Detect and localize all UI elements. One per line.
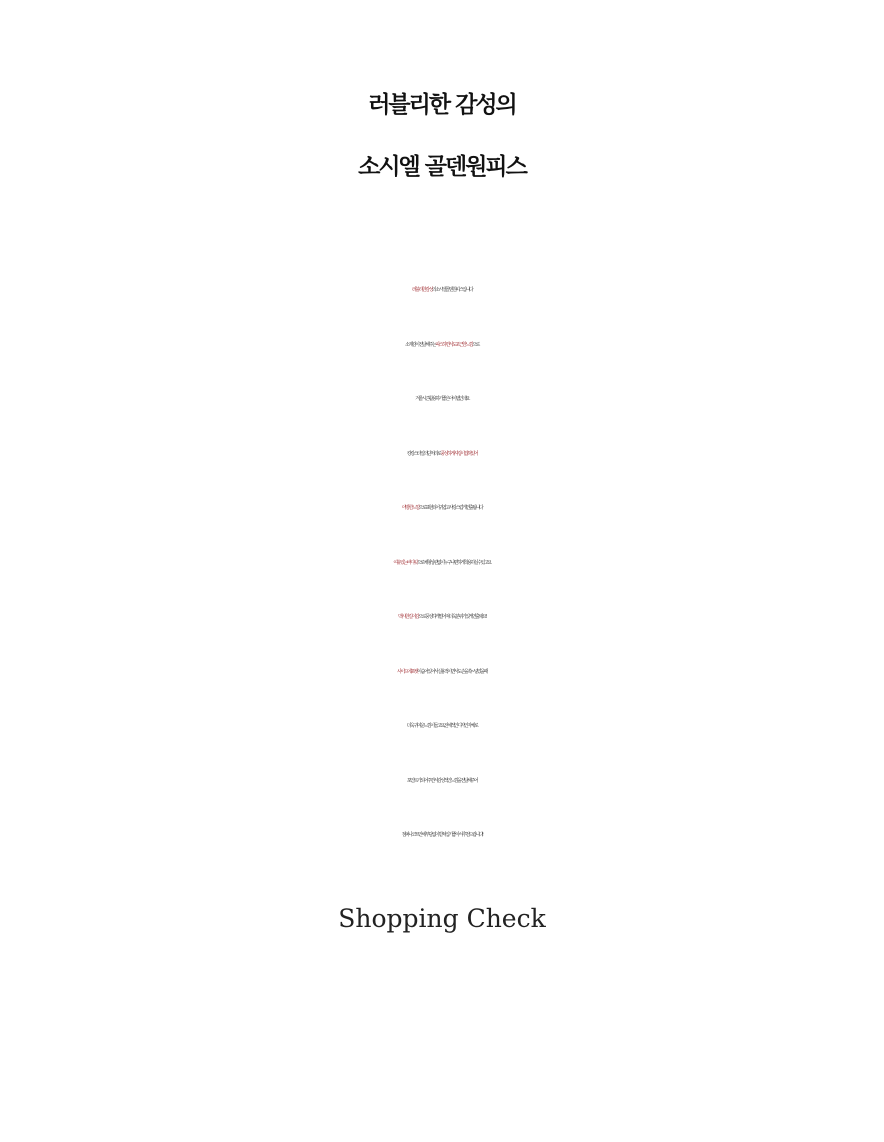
description-text: 이 숨어있어서 실용적이면서도 손을 쏙~ 넣었을때 [417, 668, 487, 675]
highlight-text: 사이드에 포켓 [397, 668, 418, 675]
description-text: 캉캉스타일의 단처리로 [406, 450, 441, 457]
description-text: 으로 풍성하게 떨어져 더욱 분위기있게 연출돼요! [418, 614, 486, 620]
description-text: 으로 체형 상관없이 누구나 편하게 착용하실 수 있고요 [416, 559, 491, 566]
product-description [0, 263, 884, 863]
description-line-8 [0, 645, 884, 700]
description-line-2 [0, 318, 884, 373]
description-text: 으로 표현되어 귀엽고 사랑스럽게 연출됩니다 [418, 505, 483, 511]
description-text: 으로 [472, 341, 479, 348]
description-line-5 [0, 481, 884, 536]
headline-line-2: 소시엘 골덴원피스 [358, 154, 526, 180]
description-line-4 [0, 427, 884, 482]
description-line-9: 더욱 귀여운 느낌이 들고요, 전체적인 디자인 자체로 [406, 723, 478, 729]
description-text: 소재감이 전달해주는 [405, 341, 436, 348]
shopping-check-title: Shopping Check [338, 904, 546, 933]
description-line-3: 겨울시즌 활용하기 좋은 아이템인데요 [415, 396, 469, 402]
headline-line-1: 러블리한 감성의 [368, 92, 516, 118]
highlight-text: 풍성하게 셔링이 잡혀있어 [440, 450, 478, 457]
product-headline [0, 74, 884, 198]
highlight-text: 러블리한 감성 [411, 287, 432, 293]
shopping-check-notice [0, 949, 884, 1048]
notice-line-3 [0, 1015, 884, 1048]
description-line-11: 점퍼나 코트안에 부담없이 받쳐입기 좋아서 추천드립니다! [401, 832, 483, 838]
highlight-text: 따스하면서도 포근한 느낌 [435, 341, 473, 348]
highlight-text: 여유있는 바디핏 [393, 559, 417, 566]
description-line-7 [0, 590, 884, 645]
notice-line-1 [0, 949, 884, 982]
notice-line-2 [0, 982, 884, 1015]
highlight-text: 아방한 느낌 [401, 505, 419, 511]
description-text: 의 소시엘 골덴원피스 입니다 [431, 287, 473, 293]
description-line-1 [0, 263, 884, 318]
description-line-6 [0, 536, 884, 591]
highlight-text: 맥시한 길이감 [398, 614, 419, 620]
description-line-10: 포인트가 되어주면서 감성적인 느낌을 전달해주어 [406, 777, 478, 784]
